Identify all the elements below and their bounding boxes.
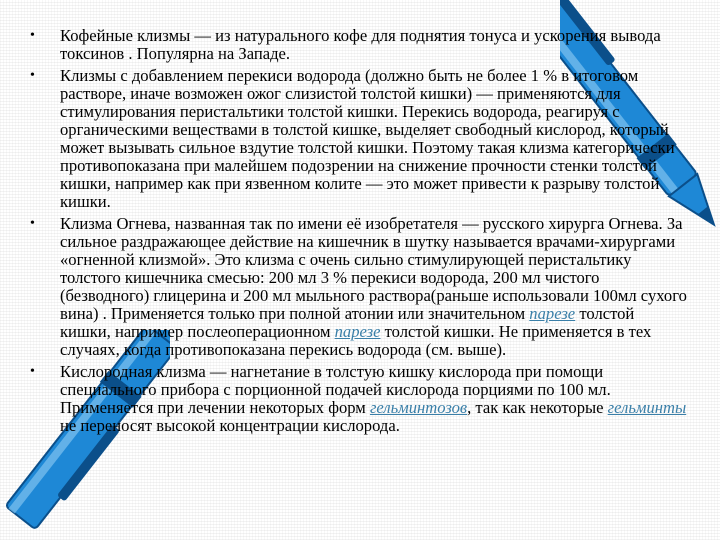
term-link[interactable]: гельминты (607, 398, 687, 417)
bullet-text: , так как некоторые (467, 398, 608, 417)
bullet-item (28, 363, 688, 435)
bullet-marker: • (30, 364, 35, 379)
bullet-text: Клизма Огнева, названная так по имени её изобретателя — русского хирурга Огнева. За сильное раздражающее действие на кишечник в шутку называется врачами-хирургами «огненной клизмой». Это клизма с очень сильно стимулирующей перистальтику толстого кишечника смесью: 200 мл 3 % перекиси водорода, 200 мл чистого (безводного) глицерина и 200 мл мыльного раствора(раньше использовали 100мл сухого вина) . Применяется только при полной атонии или значительном (60, 214, 687, 323)
bullet-marker: • (30, 68, 35, 83)
bullet-marker: • (30, 28, 35, 43)
bullet-text: Клизмы с добавлением перекиси водорода (должно быть не более 1 % в итоговом растворе, иначе возможен ожог слизистой толстой кишки) — применяются для стимулирования перистальтики толстой кишки. Перекись водорода, реагируя с органическими веществами в толстой кишке, выделяет свободный кислород, который может вызывать сильное вздутие толстой кишки. Поэтому такая клизма категорически противопоказана при малейшем подозрении на снижение прочности стенки толстой кишки, например как при язвенном колите — это может привести к разрыву толстой кишки. (60, 66, 675, 211)
term-link[interactable]: парезе (334, 322, 381, 341)
bullet-text: Кислородная клизма — нагнетание в толстую кишку кислорода при помощи специального прибора с порционной подачей кислорода порциями по 100 мл. Применяется при лечении некоторых форм (60, 362, 611, 417)
bullet-text: толстой кишки. Не применяется в тех случаях, когда противопоказана перекись водорода (см. выше). (60, 322, 652, 359)
bullet-item (28, 27, 688, 63)
bullet-marker: • (30, 216, 35, 231)
bullet-list (28, 27, 688, 435)
term-link[interactable]: парезе (529, 304, 576, 323)
bullet-item (28, 67, 688, 211)
bullet-item (28, 215, 688, 359)
term-link[interactable]: гельминтозов (369, 398, 468, 417)
bullet-text: не переносят высокой концентрации кислорода. (60, 416, 400, 435)
slide-content (28, 27, 688, 439)
bullet-text: Кофейные клизмы — из натурального кофе для поднятия тонуса и ускорения вывода токсинов . Популярна на Западе. (60, 26, 661, 63)
bullet-text: толстой кишки, например послеоперационном (60, 304, 635, 341)
